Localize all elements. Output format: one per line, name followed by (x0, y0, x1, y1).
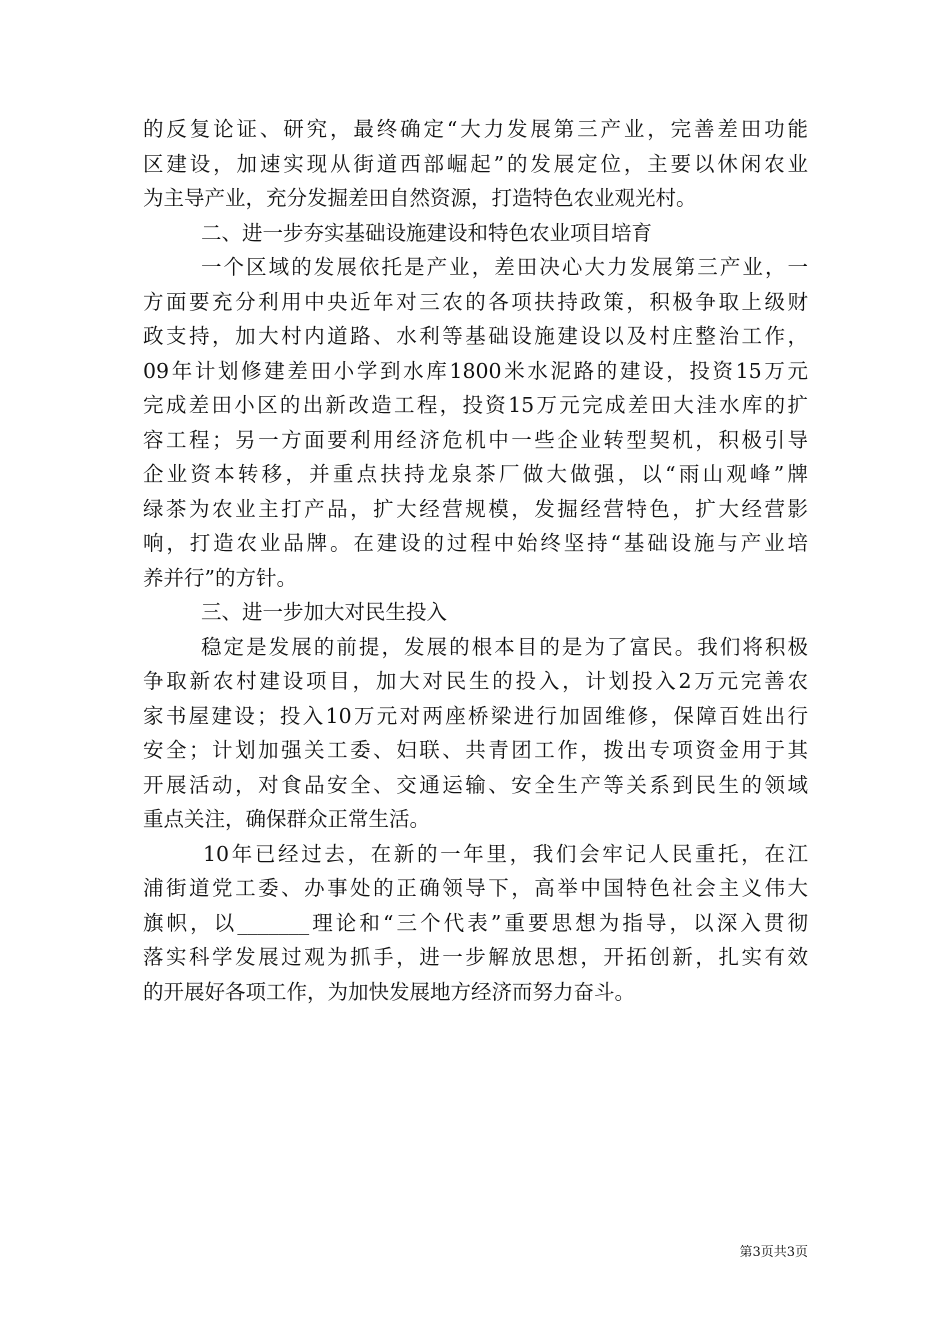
section-heading: 二、进一步夯实基础设施建设和特色农业项目培育 (201, 220, 652, 245)
text-line: 家书屋建设；投入10万元对两座桥梁进行加固维修，保障百姓出行 (143, 703, 808, 728)
text-line: 完成差田小区的出新改造工程，投资15万元完成差田大洼水库的扩 (143, 393, 808, 417)
text-line: 绿茶为农业主打产品，扩大经营规模，发掘经营特色，扩大经营影 (143, 496, 808, 521)
text-line: 开展活动，对食品安全、交通运输、安全生产等关系到民生的领域 (143, 772, 808, 797)
text-line: 企业资本转移，并重点扶持龙泉茶厂做大做强，以“雨山观峰”牌 (143, 462, 808, 486)
text-line: 10年已经过去，在新的一年里，我们会牢记人民重托，在江 (203, 841, 808, 866)
text-line: 浦街道党工委、办事处的正确领导下，高举中国特色社会主义伟大 (143, 876, 808, 900)
text-line: 09年计划修建差田小学到水库1800米水泥路的建设，投资15万元 (143, 358, 808, 383)
text-line: 政支持，加大村内道路、水利等基础设施建设以及村庄整治工作， (143, 324, 808, 348)
text-line: 的开展好各项工作，为加快发展地方经济而努力奋斗。 (143, 979, 635, 1004)
text-line: 响，打造农业品牌。在建设的过程中始终坚持“基础设施与产业培 (143, 531, 808, 555)
text-line: 的反复论证、研究，最终确定“大力发展第三产业，完善差田功能 (143, 117, 808, 141)
text-line: 区建设，加速实现从街道西部崛起”的发展定位，主要以休闲农业 (143, 151, 808, 176)
text-line: 稳定是发展的前提，发展的根本目的是为了富民。我们将积极 (201, 634, 808, 659)
text-line: 安全；计划加强关工委、妇联、共青团工作，拨出专项资金用于其 (143, 738, 808, 762)
text-line: 落实科学发展过观为抓手，进一步解放思想，开拓创新，扎实有效 (143, 945, 808, 969)
document-body (143, 112, 808, 1009)
section-heading: 三、进一步加大对民生投入 (201, 600, 447, 624)
text-line: 一个区域的发展依托是产业，差田决心大力发展第三产业，一 (201, 255, 808, 279)
text-line: 方面要充分利用中央近年对三农的各项扶持政策，积极争取上级财 (143, 289, 808, 314)
text-line: 养并行”的方针。 (143, 565, 297, 590)
page-number: 第3页共3页 (739, 1245, 808, 1260)
text-line: 旗帜，以_______理论和“三个代表”重要思想为指导，以深入贯彻 (143, 910, 808, 935)
text-line: 重点关注，确保群众正常生活。 (143, 807, 430, 831)
text-line: 为主导产业，充分发掘差田自然资源，打造特色农业观光村。 (143, 186, 697, 210)
text-line: 争取新农村建设项目，加大对民生的投入，计划投入2万元完善农 (143, 669, 808, 693)
text-line: 容工程；另一方面要利用经济危机中一些企业转型契机，积极引导 (143, 427, 808, 452)
